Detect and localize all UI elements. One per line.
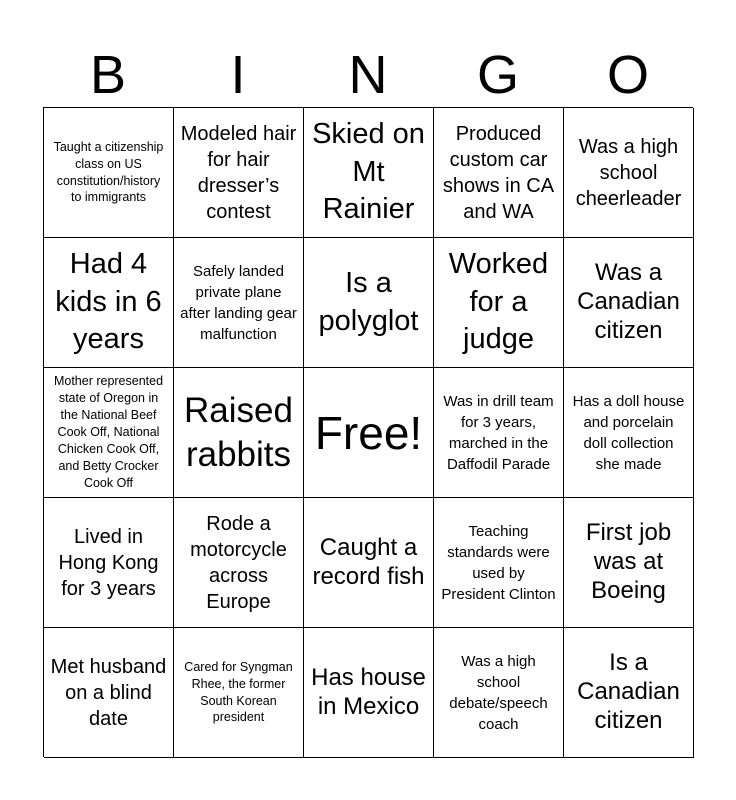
bingo-cell[interactable] [304,108,434,238]
bingo-header [43,44,693,106]
cell-text: Skied on Mt Rainier [312,117,425,226]
free-space-cell[interactable] [304,368,434,498]
cell-text: Has house in Mexico [311,663,426,720]
cell-text: Cared for Syngman Rhee, the former South Korean president [184,659,293,725]
header-letter-g: G [476,45,519,105]
bingo-cell[interactable] [44,498,174,628]
bingo-cell[interactable] [434,368,564,498]
cell-text: Was a high school debate/speech coach [449,652,548,733]
bingo-cell[interactable] [564,628,694,758]
bingo-cell[interactable] [564,368,694,498]
cell-text: Was in drill team for 3 years, marched in the Daffodil Parade [443,392,554,473]
cell-text: Rode a motorcycle across Europe [190,512,287,613]
bingo-cell[interactable] [434,108,564,238]
header-letter-n: N [348,45,388,105]
cell-text: Modeled hair for hair dresser’s contest [180,122,297,223]
cell-text: Mother represented state of Oregon in the National Beef Cook Off, National Chicken Cook Off, and Betty Crocker Cook Off [53,374,164,490]
bingo-cell[interactable] [564,498,694,628]
header-letter-b: B [89,45,127,105]
bingo-cell[interactable] [304,498,434,628]
cell-text: Is a polyglot [318,266,419,337]
cell-text: Taught a citizenship class on US constitution/history to immigrants [53,139,164,205]
bingo-cell[interactable] [564,108,694,238]
bingo-cell[interactable] [434,498,564,628]
cell-text: Teaching standards were used by President Clinton [441,522,556,603]
cell-text: Has a doll house and porcelain doll collection she made [572,392,685,473]
free-space-label: Free! [314,406,423,459]
bingo-cell[interactable] [304,628,434,758]
bingo-cell[interactable] [304,238,434,368]
bingo-cell[interactable] [44,238,174,368]
bingo-cell[interactable] [434,238,564,368]
header-letter-i: I [230,45,246,105]
bingo-cell[interactable] [44,628,174,758]
cell-text: First job was at Boeing [585,519,672,604]
cell-text: Caught a record fish [312,533,425,590]
bingo-cell[interactable] [564,238,694,368]
bingo-cell[interactable] [44,108,174,238]
bingo-grid [43,107,693,757]
cell-text: Safely landed private plane after landing gear malfunction [180,262,297,343]
header-letter-o: O [606,45,649,105]
cell-text: Was a high school cheerleader [575,135,682,210]
cell-text: Raised rabbits [184,390,293,474]
cell-text: Lived in Hong Kong for 3 years [58,525,159,600]
bingo-cell[interactable] [44,368,174,498]
bingo-cell[interactable] [174,498,304,628]
bingo-cell[interactable] [434,628,564,758]
cell-text: Worked for a judge [448,247,549,356]
bingo-cell[interactable] [174,368,304,498]
cell-text: Had 4 kids in 6 years [55,247,162,356]
cell-text: Produced custom car shows in CA and WA [442,122,555,223]
cell-text: Met husband on a blind date [50,655,167,730]
bingo-cell[interactable] [174,108,304,238]
bingo-cell[interactable] [174,238,304,368]
cell-text: Is a Canadian citizen [577,649,680,734]
bingo-cell[interactable] [174,628,304,758]
cell-text: Was a Canadian citizen [577,259,680,344]
